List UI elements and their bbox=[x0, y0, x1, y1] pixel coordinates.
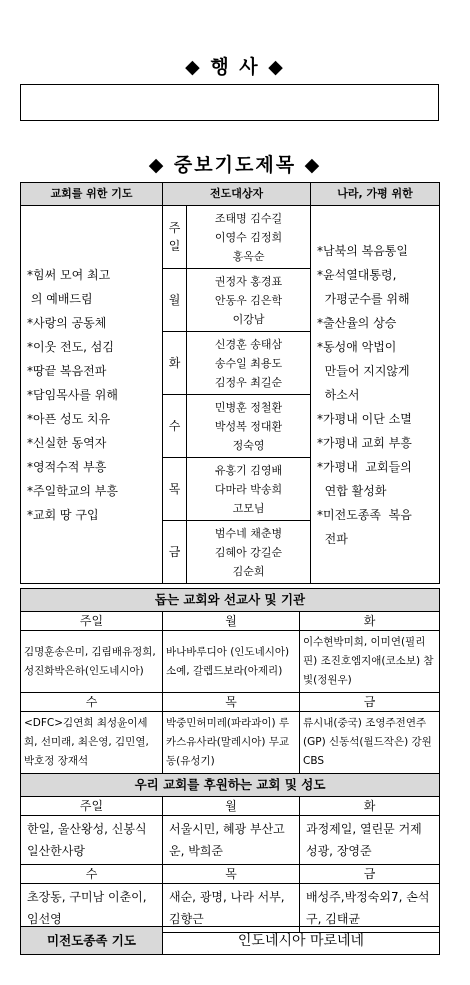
supporters-cell-sunday: 한일, 울산왕성, 신봉식 일산한사랑 bbox=[21, 816, 163, 865]
list-item: *가평내 이단 소멸 bbox=[317, 411, 412, 426]
nation-prayer-list bbox=[311, 206, 440, 584]
supported-cell-wednesday: <DFC>김연희 최성윤이세희, 선미래, 최은영, 김민열, 박호정 장재석 bbox=[21, 712, 163, 774]
supported-cell-sunday: 김명훈송은미, 김림배유정희, 성진화박은하(인도네시아) bbox=[21, 631, 163, 693]
day-wednesday: 수 bbox=[163, 395, 187, 458]
supported-cell-tuesday: 이수현박미희, 이미연(필리핀) 조진호엠지애(코소보) 참빛(정원우) bbox=[300, 631, 440, 693]
supported-day-thursday: 목 bbox=[163, 693, 300, 712]
intercession-table bbox=[20, 182, 440, 584]
target-names-thursday: 유홍기 김영배 다마라 박송희 고모님 bbox=[187, 458, 311, 521]
day-sunday: 주일 bbox=[163, 206, 187, 269]
supported-cell-monday: 바나바루디아 (인도네시아) 소예, 갈렙드보라(아제리) bbox=[163, 631, 300, 693]
list-item: *이웃 전도, 섬김 bbox=[27, 339, 114, 354]
unreached-value: 인도네시아 마로네네 bbox=[163, 927, 440, 955]
supporters-cell-tuesday: 과정제일, 열린문 거제성광, 장영준 bbox=[300, 816, 440, 865]
target-names-friday: 범수네 채춘병 김혜아 강길순 김순희 bbox=[187, 521, 311, 584]
list-item: *영적수적 부흥 bbox=[27, 459, 107, 474]
list-item: *사랑의 공동체 bbox=[27, 315, 107, 330]
list-item: *미전도종족 복음 bbox=[317, 507, 412, 522]
list-item: 연합 활성화 bbox=[317, 483, 387, 498]
target-names-tuesday: 신경훈 송태삼 송수일 최용도 김정우 최길순 bbox=[187, 332, 311, 395]
list-item: *남북의 복음통일 bbox=[317, 243, 408, 258]
list-item: *가평내 교회들의 bbox=[317, 459, 412, 474]
supporters-cell-thursday: 새순, 광명, 나라 서부, 김향근 bbox=[163, 884, 300, 933]
intercession-title: ◆ 중보기도제목 ◆ bbox=[148, 154, 322, 176]
header-church: 교회를 위한 기도 bbox=[21, 183, 163, 206]
supporters-day-sunday: 주일 bbox=[21, 797, 163, 816]
unreached-label: 미전도종족 기도 bbox=[21, 927, 163, 955]
list-item: 전파 bbox=[317, 531, 348, 546]
events-box bbox=[20, 84, 439, 121]
list-item: *주일학교의 부흥 bbox=[27, 483, 118, 498]
supported-cell-thursday: 박중민허미레(파라과이) 루카스유사라(말레시아) 무교동(유성기) bbox=[163, 712, 300, 774]
supported-day-friday: 금 bbox=[300, 693, 440, 712]
list-item: *윤석열대통령, bbox=[317, 267, 397, 282]
supporters-day-friday: 금 bbox=[300, 865, 440, 884]
target-names-monday: 권정자 홍경표 안동우 김은학 이강남 bbox=[187, 269, 311, 332]
supporters-cell-wednesday: 초장동, 구미남 이춘이, 임선영 bbox=[21, 884, 163, 933]
supported-day-wednesday: 수 bbox=[21, 693, 163, 712]
list-item: *교회 땅 구입 bbox=[27, 507, 99, 522]
unreached-table bbox=[20, 926, 440, 955]
supporters-day-thursday: 목 bbox=[163, 865, 300, 884]
supporters-day-tuesday: 화 bbox=[300, 797, 440, 816]
list-item: 만들어 지지않게 bbox=[317, 363, 410, 378]
supported-table bbox=[20, 588, 440, 774]
supported-day-tuesday: 화 bbox=[300, 612, 440, 631]
supporters-cell-monday: 서울시민, 혜광 부산고운, 박희준 bbox=[163, 816, 300, 865]
supporters-table bbox=[20, 773, 440, 933]
list-item: *담임목사를 위해 bbox=[27, 387, 118, 402]
list-item: 의 예배드림 bbox=[27, 291, 93, 306]
list-item: *아픈 성도 치유 bbox=[27, 411, 111, 426]
church-prayer-list bbox=[21, 206, 163, 584]
supported-day-monday: 월 bbox=[163, 612, 300, 631]
supported-cell-friday: 류시내(중국) 조영주전연주(GP) 신동석(월드작은) 강원CBS bbox=[300, 712, 440, 774]
list-item: 가평군수를 위해 bbox=[317, 291, 410, 306]
day-monday: 월 bbox=[163, 269, 187, 332]
list-item: *동성애 악법이 bbox=[317, 339, 397, 354]
list-item: *가평내 교회 부흥 bbox=[317, 435, 412, 450]
day-friday: 금 bbox=[163, 521, 187, 584]
supporters-cell-friday: 배성주,박정숙외7, 손석구, 김태균 bbox=[300, 884, 440, 933]
header-targets: 전도대상자 bbox=[163, 183, 311, 206]
target-names-sunday: 조태명 김수길 이영수 김정희 홍옥순 bbox=[187, 206, 311, 269]
list-item: *신실한 동역자 bbox=[27, 435, 107, 450]
supported-title: 돕는 교회와 선교사 및 기관 bbox=[21, 589, 440, 612]
list-item: 하소서 bbox=[317, 387, 360, 402]
supporters-day-wednesday: 수 bbox=[21, 865, 163, 884]
day-thursday: 목 bbox=[163, 458, 187, 521]
supporters-day-monday: 월 bbox=[163, 797, 300, 816]
list-item: *땅끝 복음전파 bbox=[27, 363, 107, 378]
supported-day-sunday: 주일 bbox=[21, 612, 163, 631]
target-names-wednesday: 민병훈 정철환 박성복 정대환 정숙영 bbox=[187, 395, 311, 458]
events-title: ◆ 행 사 ◆ bbox=[185, 56, 285, 78]
header-nation: 나라, 가평 위한 bbox=[311, 183, 440, 206]
day-tuesday: 화 bbox=[163, 332, 187, 395]
list-item: *힘써 모여 최고 bbox=[27, 267, 111, 282]
supporters-title: 우리 교회를 후원하는 교회 및 성도 bbox=[21, 774, 440, 797]
list-item: *출산율의 상승 bbox=[317, 315, 397, 330]
